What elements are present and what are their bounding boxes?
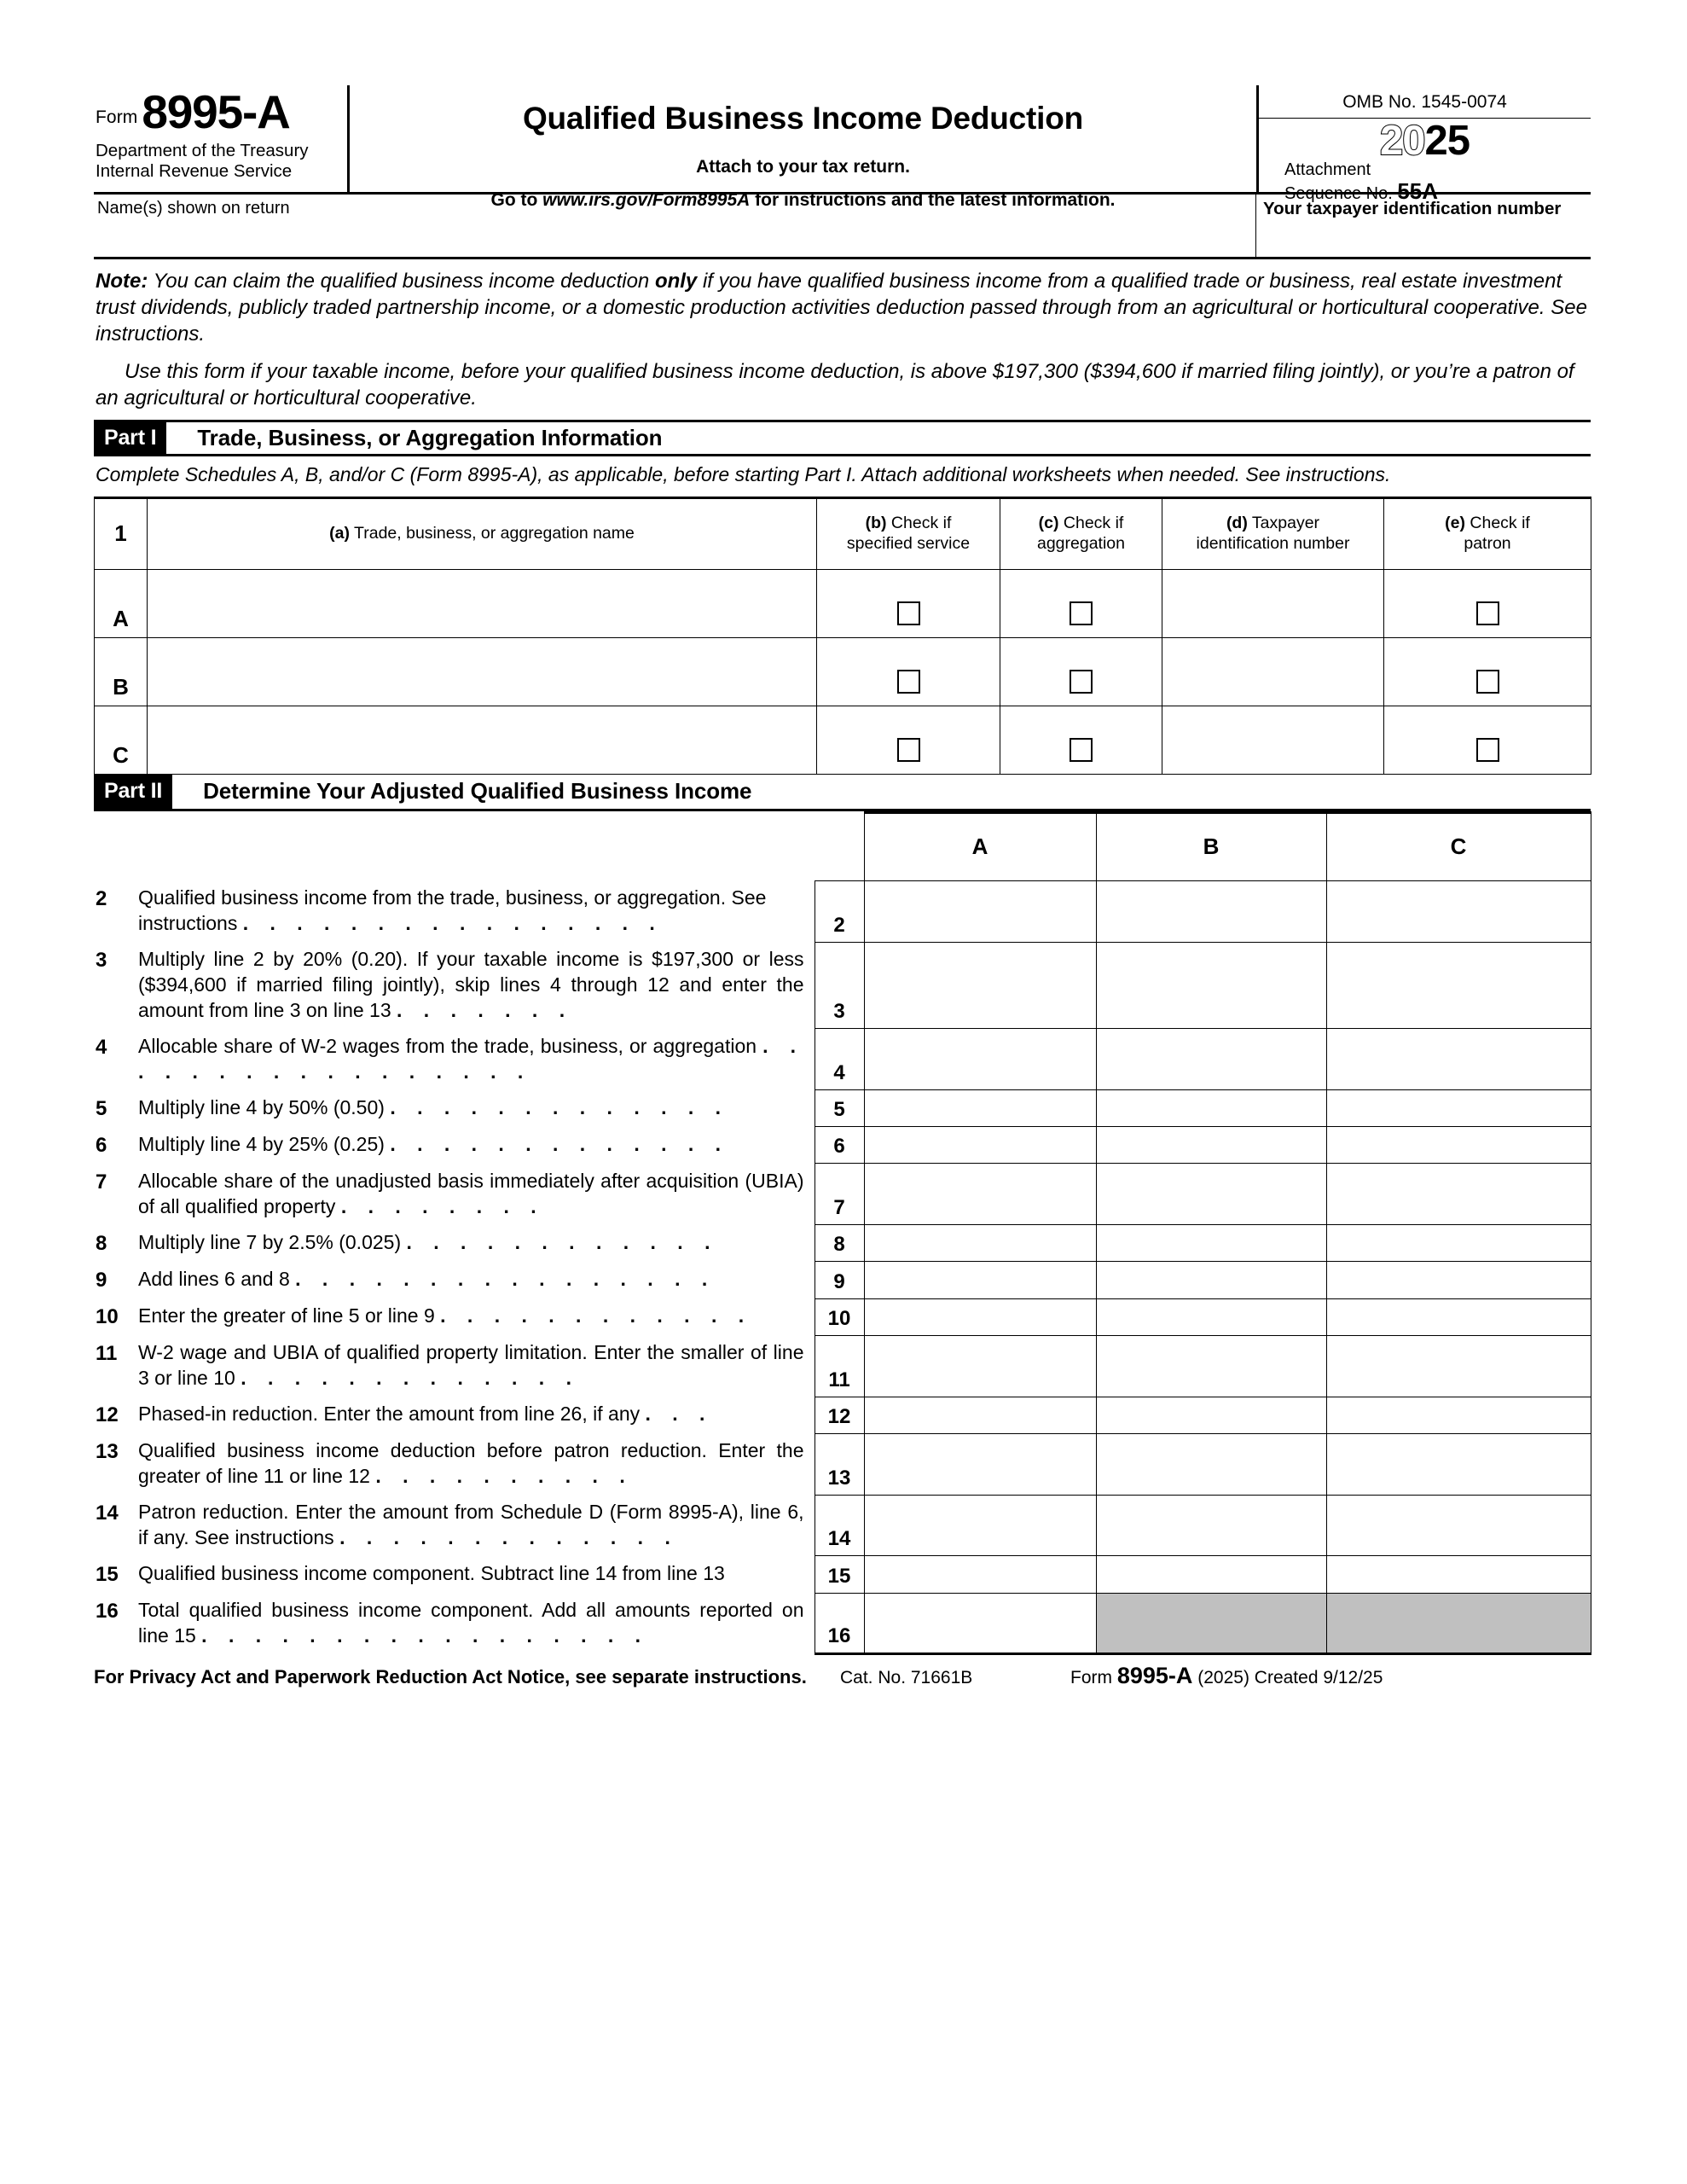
line-8-amount-c[interactable] [1326, 1225, 1591, 1262]
note-emphasis-only: only [654, 270, 698, 293]
line-11-text [138, 1340, 804, 1391]
form-number-label: 8995-A [142, 85, 290, 138]
line-11-amount-b[interactable] [1096, 1335, 1326, 1397]
part-2-column-header-a: A [864, 812, 1096, 880]
line-7-amount-a[interactable] [864, 1164, 1096, 1225]
attach-instruction: Attach to your tax return. [696, 157, 910, 177]
line-12-amount-c[interactable] [1326, 1397, 1591, 1433]
part-2-line-row [94, 1397, 1591, 1433]
line-4-amount-c[interactable] [1326, 1029, 1591, 1090]
line-10-leader-dots: . . . . . . . . . . . . [440, 1304, 752, 1327]
row-label-b: B [113, 673, 129, 700]
line-10-number: 10 [96, 1305, 119, 1329]
part-2-line-rows [94, 880, 1591, 1653]
line-3-box-number: 3 [815, 942, 864, 1029]
part-1-header-row [95, 497, 1591, 569]
part-1-line-number: 1 [114, 520, 127, 547]
taxpayer-id-label: Your taxpayer identification number [1263, 199, 1562, 218]
line-11-label: W-2 wage and UBIA of qualified property limitation. Enter the smaller of line 3 or line 10 [138, 1341, 804, 1390]
column-header-b [817, 497, 1000, 569]
table-row [95, 637, 1591, 706]
part-2-line-row [94, 1433, 1591, 1495]
line-15-box-number: 15 [815, 1556, 864, 1593]
line-11-number: 11 [96, 1342, 118, 1366]
line-6-amount-b[interactable] [1096, 1127, 1326, 1164]
line-10-label: Enter the greater of line 5 or line 9 [138, 1304, 435, 1327]
line-7-number: 7 [96, 1170, 107, 1194]
line-15-text [138, 1561, 804, 1587]
part-2-line-row [94, 1262, 1591, 1298]
line-2-description [94, 880, 815, 942]
row-label-cell-c [95, 706, 148, 774]
part-2-column-header-row [94, 812, 1591, 880]
line-7-amount-b[interactable] [1096, 1164, 1326, 1225]
line-9-description [94, 1262, 815, 1298]
line-11-amount-c[interactable] [1326, 1335, 1591, 1397]
row-c-patron-checkbox[interactable] [1476, 738, 1499, 762]
masthead-right [1256, 85, 1591, 205]
row-c-name-input[interactable] [148, 706, 817, 774]
column-b-marker: (b) [865, 514, 887, 533]
row-a-tin-input[interactable] [1162, 569, 1384, 637]
line-6-amount-c[interactable] [1326, 1127, 1591, 1164]
row-b-specified-service-cell [817, 637, 1000, 706]
line-15-number: 15 [96, 1562, 119, 1586]
line-4-amount-a[interactable] [864, 1029, 1096, 1090]
line-15-amount-b[interactable] [1096, 1556, 1326, 1593]
line-6-amount-a[interactable] [864, 1127, 1096, 1164]
column-header-d [1162, 497, 1384, 569]
line-14-amount-c[interactable] [1326, 1495, 1591, 1556]
note-text-a: You can claim the qualified business income deduction [148, 270, 655, 293]
sequence-number: 55A [1397, 178, 1439, 205]
line-12-amount-b[interactable] [1096, 1397, 1326, 1433]
tax-year-century: 20 [1379, 118, 1425, 164]
line-5-amount-b[interactable] [1096, 1090, 1326, 1127]
line-13-label: Qualified business income deduction before patron reduction. Enter the greater of line 11 or line 12 [138, 1439, 804, 1488]
line-10-amount-a[interactable] [864, 1298, 1096, 1335]
row-label-a: A [113, 605, 129, 631]
line-5-amount-a[interactable] [864, 1090, 1096, 1127]
column-c-text-2: aggregation [1036, 533, 1125, 553]
column-header-e [1384, 497, 1591, 569]
line-6-leader-dots: . . . . . . . . . . . . . [390, 1132, 729, 1155]
line-8-amount-a[interactable] [864, 1225, 1096, 1262]
goto-suffix: for instructions and the latest information. [750, 190, 1116, 210]
row-label-cell-a [95, 569, 148, 637]
part-2-line-row [94, 1593, 1591, 1654]
line-5-description [94, 1090, 815, 1127]
note-paragraph-1 [96, 268, 1589, 348]
line-6-number: 6 [96, 1133, 107, 1157]
line-6-label: Multiply line 4 by 25% (0.25) [138, 1132, 385, 1155]
line-7-leader-dots: . . . . . . . . [340, 1194, 545, 1217]
line-11-leader-dots: . . . . . . . . . . . . . [241, 1367, 580, 1390]
row-a-aggregation-cell [1000, 569, 1162, 637]
line-3-amount-a[interactable] [864, 942, 1096, 1029]
line-8-number: 8 [96, 1231, 107, 1255]
form-word-label: Form [96, 107, 138, 127]
line-16-amount-b [1096, 1593, 1326, 1654]
row-c-aggregation-cell [1000, 706, 1162, 774]
line-9-number: 9 [96, 1268, 107, 1292]
column-b-text-2: specified service [846, 533, 971, 553]
line-15-description [94, 1556, 815, 1593]
names-shown-label: Name(s) shown on return [97, 199, 290, 218]
line-12-description [94, 1397, 815, 1433]
column-d-text: Taxpayer [1247, 514, 1320, 533]
department-line-2: Internal Revenue Service [96, 161, 293, 182]
line-10-text [138, 1304, 804, 1329]
line-14-leader-dots: . . . . . . . . . . . . . [339, 1525, 679, 1548]
line-13-text [138, 1438, 804, 1490]
row-c-aggregation-checkbox[interactable] [1070, 738, 1093, 762]
line-14-text [138, 1500, 804, 1551]
row-b-specified-service-checkbox[interactable] [897, 670, 920, 694]
part-2-line-row [94, 1164, 1591, 1225]
part-1-title: Trade, Business, or Aggregation Information [197, 424, 663, 450]
line-10-amount-c[interactable] [1326, 1298, 1591, 1335]
line-9-leader-dots: . . . . . . . . . . . . . . . . [295, 1267, 716, 1290]
department-block [94, 134, 347, 183]
line-8-label: Multiply line 7 by 2.5% (0.025) [138, 1230, 402, 1253]
column-e-text: Check if [1464, 514, 1530, 533]
row-a-specified-service-cell [817, 569, 1000, 637]
line-9-text [138, 1267, 804, 1292]
row-b-aggregation-cell [1000, 637, 1162, 706]
line-3-amount-c[interactable] [1326, 942, 1591, 1029]
line-8-description [94, 1225, 815, 1262]
row-a-aggregation-checkbox[interactable] [1070, 601, 1093, 625]
column-a-marker: (a) [329, 524, 350, 543]
page-title: Qualified Business Income Deduction [522, 101, 1084, 136]
line-13-leader-dots: . . . . . . . . . . [375, 1465, 634, 1488]
line-15-amount-c[interactable] [1326, 1556, 1591, 1593]
part-2-line-row [94, 942, 1591, 1029]
line-5-leader-dots: . . . . . . . . . . . . . [390, 1095, 729, 1118]
line-3-amount-b[interactable] [1096, 942, 1326, 1029]
line-11-amount-a[interactable] [864, 1335, 1096, 1397]
line-16-text [138, 1598, 804, 1649]
line-13-amount-a[interactable] [864, 1433, 1096, 1495]
row-b-name-input[interactable] [148, 637, 817, 706]
line-2-box-number: 2 [815, 880, 864, 942]
department-line-1: Department of the Treasury [96, 140, 309, 160]
part-2-line-row [94, 1495, 1591, 1556]
part-2-line-row [94, 1335, 1591, 1397]
row-b-aggregation-checkbox[interactable] [1070, 670, 1093, 694]
row-c-patron-cell [1384, 706, 1591, 774]
row-c-tin-input[interactable] [1162, 706, 1384, 774]
line-5-amount-c[interactable] [1326, 1090, 1591, 1127]
line-6-description [94, 1127, 815, 1164]
part-2-column-header-b: B [1096, 812, 1326, 880]
line-3-text [138, 947, 804, 1024]
line-9-box-number: 9 [815, 1262, 864, 1298]
footer-form-year: (2025) Created 9/12/25 [1197, 1668, 1383, 1688]
row-c-specified-service-checkbox[interactable] [897, 738, 920, 762]
column-d-marker: (d) [1226, 514, 1248, 533]
line-7-box-number: 7 [815, 1164, 864, 1225]
line-9-amount-a[interactable] [864, 1262, 1096, 1298]
attachment-label: Attachment [1284, 160, 1371, 179]
line-8-leader-dots: . . . . . . . . . . . . [406, 1230, 718, 1253]
line-4-amount-b[interactable] [1096, 1029, 1326, 1090]
line-8-text [138, 1230, 804, 1256]
column-d-text-2: identification number [1196, 533, 1350, 553]
line-2-label: Qualified business income from the trade, business, or aggregation. See instructions [138, 886, 767, 935]
line-11-box-number: 11 [815, 1335, 864, 1397]
line-16-box-number: 16 [815, 1593, 864, 1654]
tax-year [1259, 120, 1591, 162]
line-4-text [138, 1034, 804, 1085]
column-b-text: Check if [886, 514, 952, 533]
privacy-notice: For Privacy Act and Paperwork Reduction Act Notice, see separate instructions. [94, 1666, 807, 1688]
line-16-amount-a[interactable] [864, 1593, 1096, 1654]
footer-form-number: 8995-A [1116, 1663, 1193, 1689]
masthead-center [350, 85, 1256, 210]
footer-form-word: Form [1070, 1668, 1112, 1688]
form-identity [94, 85, 347, 138]
line-12-amount-a[interactable] [864, 1397, 1096, 1433]
line-5-number: 5 [96, 1096, 107, 1120]
line-14-description [94, 1495, 815, 1556]
form-sheet [94, 85, 1591, 1689]
line-5-box-number: 5 [815, 1090, 864, 1127]
line-16-label: Total qualified business income component. Add all amounts reported on line 15 [138, 1599, 804, 1647]
column-header-a [148, 497, 817, 569]
line-9-label: Add lines 6 and 8 [138, 1267, 290, 1290]
line-14-amount-b[interactable] [1096, 1495, 1326, 1556]
note-label: Note: [96, 270, 148, 293]
row-c-specified-service-cell [817, 706, 1000, 774]
line-16-leader-dots: . . . . . . . . . . . . . . . . . [201, 1623, 649, 1647]
row-b-tin-input[interactable] [1162, 637, 1384, 706]
line-4-number: 4 [96, 1035, 107, 1059]
row-label-cell-b [95, 637, 148, 706]
column-header-c [1000, 497, 1162, 569]
line-9-amount-b[interactable] [1096, 1262, 1326, 1298]
part-2-line-row [94, 1029, 1591, 1090]
sequence-label: Sequence No. [1284, 184, 1393, 204]
line-2-number: 2 [96, 887, 107, 911]
part-2-line-row [94, 1298, 1591, 1335]
line-12-number: 12 [96, 1403, 119, 1427]
row-a-patron-cell [1384, 569, 1591, 637]
line-5-text [138, 1095, 804, 1121]
form-footer [94, 1655, 1591, 1689]
row-a-name-input[interactable] [148, 569, 817, 637]
line-10-box-number: 10 [815, 1298, 864, 1335]
line-10-amount-b[interactable] [1096, 1298, 1326, 1335]
row-label-c: C [113, 741, 129, 768]
line-8-amount-b[interactable] [1096, 1225, 1326, 1262]
footer-form-identity [1070, 1663, 1591, 1689]
line-14-number: 14 [96, 1502, 119, 1525]
part-2-line-row [94, 1090, 1591, 1127]
line-5-label: Multiply line 4 by 50% (0.50) [138, 1095, 385, 1118]
line-7-amount-c[interactable] [1326, 1164, 1591, 1225]
part-2-line-row [94, 880, 1591, 942]
line-2-amount-a[interactable] [864, 880, 1096, 942]
part-1-tag: Part I [94, 422, 166, 454]
line-14-label: Patron reduction. Enter the amount from Schedule D (Form 8995-A), line 6, if any. See instructions [138, 1501, 804, 1548]
line-2-amount-c[interactable] [1326, 880, 1591, 942]
line-12-label: Phased-in reduction. Enter the amount from line 26, if any [138, 1403, 641, 1426]
row-a-specified-service-checkbox[interactable] [897, 601, 920, 625]
part-2-header-spacer [94, 812, 815, 880]
line-6-text [138, 1132, 804, 1158]
line-16-description [94, 1593, 815, 1654]
row-b-patron-cell [1384, 637, 1591, 706]
row-b-patron-checkbox[interactable] [1476, 670, 1499, 694]
line-2-amount-b[interactable] [1096, 880, 1326, 942]
row-a-patron-checkbox[interactable] [1476, 601, 1499, 625]
line-12-text [138, 1402, 804, 1427]
table-row [95, 569, 1591, 637]
note-text-b: if you have qualified business income from a qualified trade or business, real estate investment trust dividends, publicly traded partnership income, or a domestic production activities deduction passed through from an agricultural or horticultural cooperative. See instructions. [96, 270, 1587, 346]
column-e-text-2: patron [1464, 533, 1511, 553]
line-14-amount-a[interactable] [864, 1495, 1096, 1556]
note-block [94, 259, 1591, 416]
line-12-leader-dots: . . . [645, 1403, 713, 1426]
part-2-line-row [94, 1556, 1591, 1593]
tax-year-block [1259, 119, 1591, 205]
line-15-label: Qualified business income component. Subtract line 14 from line 13 [138, 1561, 725, 1584]
note-paragraph-2: Use this form if your taxable income, before your qualified business income deduction, is above $197,300 ($394,600 if married filing jointly), or you’re a patron of an agricultural or horticultural cooperative. [96, 359, 1574, 410]
part-2-header-spacer-2 [815, 812, 864, 880]
column-a-text: Trade, business, or aggregation name [349, 524, 635, 543]
part-2-column-header-c: C [1326, 812, 1591, 880]
name-row [94, 195, 1591, 259]
line-13-description [94, 1433, 815, 1495]
part-1-instructions: Complete Schedules A, B, and/or C (Form 8995-A), as applicable, before starting Part I. Attach additional worksheets when needed. See instructions. [96, 462, 1391, 485]
part-1-table [94, 497, 1591, 775]
line-3-description [94, 942, 815, 1029]
line-4-leader-dots: . . . . . . . . . . . . . . . . . [138, 1034, 804, 1083]
part-2-line-row [94, 1127, 1591, 1164]
line-4-description [94, 1029, 815, 1090]
line-13-box-number: 13 [815, 1433, 864, 1495]
names-shown-field[interactable] [94, 195, 1256, 257]
line-14-box-number: 14 [815, 1495, 864, 1556]
line-7-label: Allocable share of the unadjusted basis immediately after acquisition (UBIA) of all qualified property [138, 1169, 804, 1217]
part-2-tag: Part II [94, 775, 172, 809]
line-3-number: 3 [96, 949, 107, 973]
taxpayer-id-field[interactable] [1256, 195, 1591, 257]
catalog-number: Cat. No. 71661B [840, 1668, 973, 1688]
line-13-amount-c[interactable] [1326, 1433, 1591, 1495]
line-13-amount-b[interactable] [1096, 1433, 1326, 1495]
line-10-description [94, 1298, 815, 1335]
part-2-table-wrap [94, 811, 1591, 1655]
part-1-line-number-cell [95, 497, 148, 569]
part-2-bar [94, 775, 1591, 811]
line-3-label: Multiply line 2 by 20% (0.20). If your taxable income is $197,300 or less ($394,600 if married filing jointly), skip lines 4 through 12 and enter the amount from line 3 on line 13 [138, 948, 804, 1021]
line-4-label: Allocable share of W-2 wages from the trade, business, or aggregation [138, 1034, 757, 1057]
table-row [95, 706, 1591, 774]
line-2-text [138, 886, 804, 937]
masthead-left [94, 85, 350, 192]
omb-number: OMB No. 1545-0074 [1259, 85, 1591, 119]
goto-prefix: Go to [490, 190, 543, 210]
line-2-leader-dots: . . . . . . . . . . . . . . . . [242, 912, 664, 935]
irs-url-link[interactable]: www.irs.gov/Form8995A [542, 190, 751, 210]
line-16-number: 16 [96, 1600, 119, 1623]
column-c-text: Check if [1058, 514, 1124, 533]
line-6-box-number: 6 [815, 1127, 864, 1164]
line-16-amount-c [1326, 1593, 1591, 1654]
line-3-leader-dots: . . . . . . . [397, 998, 573, 1021]
column-e-marker: (e) [1445, 514, 1465, 533]
part-2-title: Determine Your Adjusted Qualified Business Income [203, 778, 752, 804]
part-1-bar [94, 420, 1591, 456]
line-4-box-number: 4 [815, 1029, 864, 1090]
line-9-amount-c[interactable] [1326, 1262, 1591, 1298]
line-8-box-number: 8 [815, 1225, 864, 1262]
line-13-number: 13 [96, 1440, 119, 1464]
line-7-description [94, 1164, 815, 1225]
line-7-text [138, 1169, 804, 1220]
line-11-description [94, 1335, 815, 1397]
line-12-box-number: 12 [815, 1397, 864, 1433]
part-2-table [94, 811, 1591, 1655]
line-15-amount-a[interactable] [864, 1556, 1096, 1593]
tax-year-yy: 25 [1424, 118, 1470, 164]
part-2-line-row [94, 1225, 1591, 1262]
column-c-marker: (c) [1038, 514, 1059, 533]
